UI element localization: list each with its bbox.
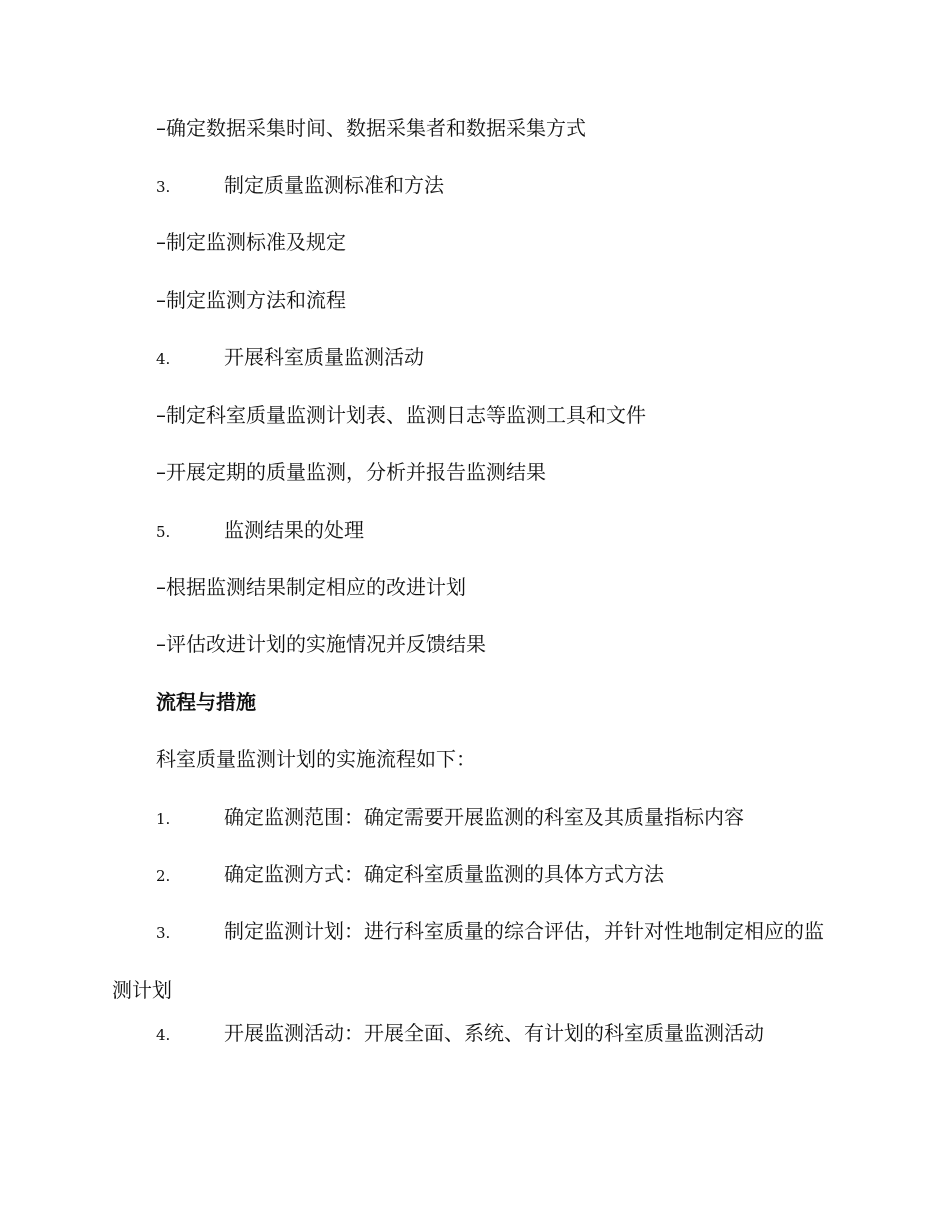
item-number: 5. [156, 523, 171, 541]
item-text: 制定质量监测标准和方法 [224, 173, 444, 197]
item-number: 3. [156, 924, 171, 942]
bullet-line: –确定数据采集时间、数据采集者和数据采集方式 [156, 116, 586, 140]
item-text: 制定监测计划：进行科室质量的综合评估，并针对性地制定相应的监测计划 [112, 919, 824, 1002]
bullet-line: –制定监测标准及规定 [156, 230, 346, 254]
item-number: 4. [156, 1026, 171, 1044]
numbered-item-wrapped [112, 903, 842, 1019]
item-text: 监测结果的处理 [224, 518, 364, 542]
section-heading: 流程与措施 [156, 690, 256, 714]
item-number: 1. [156, 810, 171, 828]
numbered-item [156, 343, 424, 373]
numbered-item [156, 860, 664, 890]
numbered-item [156, 803, 744, 833]
numbered-item [156, 516, 364, 546]
item-text: 确定监测方式：确定科室质量监测的具体方式方法 [224, 862, 664, 886]
bullet-line: –制定科室质量监测计划表、监测日志等监测工具和文件 [156, 403, 646, 427]
item-text: 开展科室质量监测活动 [224, 345, 424, 369]
bullet-line: –评估改进计划的实施情况并反馈结果 [156, 632, 486, 656]
item-number: 4. [156, 350, 171, 368]
item-text: 开展监测活动：开展全面、系统、有计划的科室质量监测活动 [224, 1021, 764, 1045]
numbered-item [156, 1019, 764, 1049]
bullet-line: –制定监测方法和流程 [156, 288, 346, 312]
bullet-line: –根据监测结果制定相应的改进计划 [156, 575, 466, 599]
item-number: 2. [156, 867, 171, 885]
item-text: 确定监测范围：确定需要开展监测的科室及其质量指标内容 [224, 805, 744, 829]
bullet-line: –开展定期的质量监测，分析并报告监测结果 [156, 460, 546, 484]
item-number: 3. [156, 178, 171, 196]
paragraph: 科室质量监测计划的实施流程如下： [156, 747, 476, 771]
numbered-item [156, 171, 444, 201]
